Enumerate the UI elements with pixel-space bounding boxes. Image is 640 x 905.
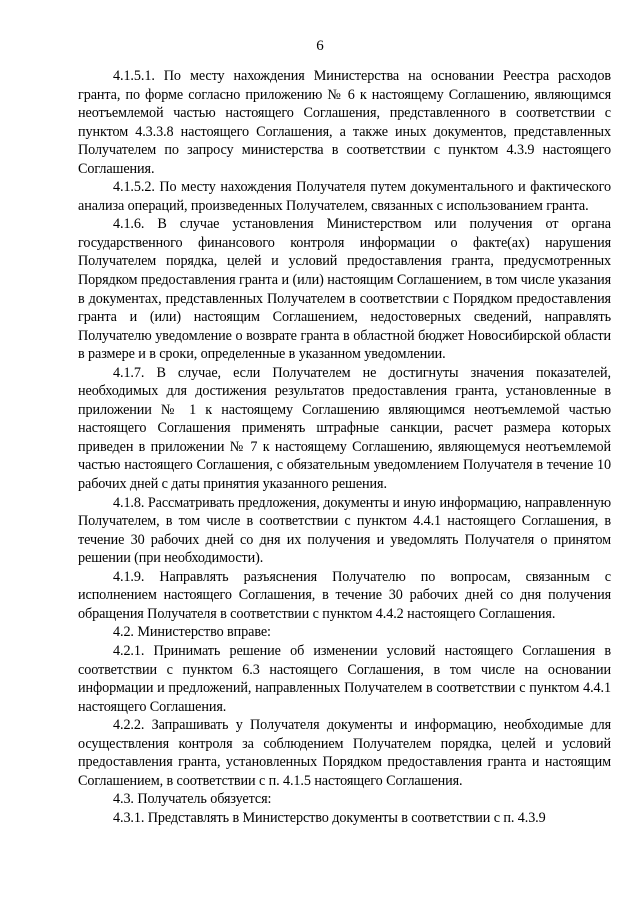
paragraph-4-1-6: 4.1.6. В случае установления Министерством или получения от органа государственного финансового контроля информации о факте(ах) нарушения Получателем порядка, целей и условий предоставления гранта, предусмотренных Порядком предоставления гранта и (или) настоящим Соглашением, в том числе указания в документах, представленных Получателем в соответствии с Порядком предоставления гранта и (или) настоящим Соглашением, недостоверных сведений, направлять Получателю уведомление о возврате гранта в областной бюджет Новосибирской области в размере и в сроки, определенные в указанном уведомлении. — [78, 216, 611, 363]
paragraph-4-1-8: 4.1.8. Рассматривать предложения, документы и иную информацию, направленную Получателем, в том числе в соответствии с пунктом 4.4.1 настоящего Соглашения, в течение 30 рабочих дней со дня их получения и уведомлять Получателя о принятом решении (при необходимости). — [78, 494, 611, 567]
paragraph-4-1-7: 4.1.7. В случае, если Получателем не достигнуты значения показателей, необходимых для достижения результатов предоставления гранта, установленные в приложении № 1 к настоящему Соглашению являющимся неотъемлемой частью настоящего Соглашения применять штрафные санкции, расчет размера которых приведен в приложении № 7 к настоящему Соглашению, являющемуся неотъемлемой частью настоящего Соглашения, с обязательным уведомлением Получателя в течение 10 рабочих дней с даты принятия указанного решения. — [78, 364, 611, 493]
page-number: 6 — [316, 38, 324, 54]
paragraph-4-3-1: 4.3.1. Представлять в Министерство документы в соответствии с п. 4.3.9 — [113, 809, 546, 826]
paragraph-4-1-9: 4.1.9. Направлять разъяснения Получателю по вопросам, связанным с исполнением настоящего Соглашения, в течение 30 рабочих дней со дня получения обращения Получателя в соответствии с пунктом 4.4.2 настоящего Соглашения. — [78, 568, 611, 622]
paragraph-4-2-2: 4.2.2. Запрашивать у Получателя документы и информацию, необходимые для осуществления контроля за соблюдением Получателем порядка, целей и условий предоставления гранта, установленных Порядком предоставления гранта и настоящим Соглашением, в соответствии с п. 4.1.5 настоящего Соглашения. — [78, 717, 611, 789]
paragraph-4-3-heading: 4.3. Получатель обязуется: — [113, 791, 272, 808]
paragraph-4-1-5-2: 4.1.5.2. По месту нахождения Получателя путем документального и фактического анализа операций, произведенных Получателем, связанных с использованием гранта. — [78, 179, 611, 214]
document-body — [78, 67, 611, 827]
paragraph-4-1-5-1: 4.1.5.1. По месту нахождения Министерства на основании Реестра расходов гранта, по форме согласно приложению № 6 к настоящему Соглашению, являющимся неотъемлемой частью настоящего Соглашения, представленного в соответствии с пунктом 4.3.3.8 настоящего Соглашения, а также иных документов, представленных Получателем по запросу министерства в соответствии с пунктом 4.3.9 настоящего Соглашения. — [78, 68, 611, 177]
paragraph-4-2-heading: 4.2. Министерство вправе: — [113, 624, 271, 641]
paragraph-4-2-1: 4.2.1. Принимать решение об изменении условий настоящего Соглашения в соответствии с пунктом 6.3 настоящего Соглашения, в том числе на основании информации и предложений, направленных Получателем в соответствии с пунктом 4.4.1 настоящего Соглашения. — [78, 642, 611, 715]
